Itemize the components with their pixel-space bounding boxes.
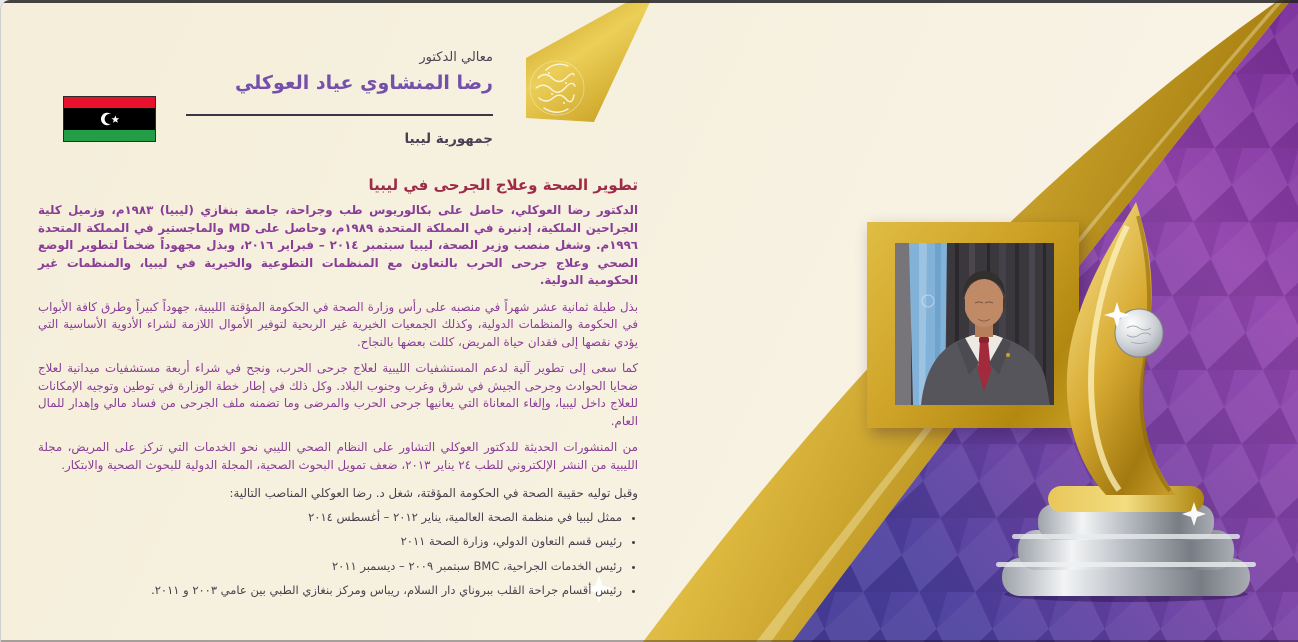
- position-item: • رئيس أقسام جراحة القلب ببروناي دار السلام، ريباس ومركز بنغازي الطبي بين عامي ٢٠٠٣ و ٢٠١١.: [38, 582, 622, 598]
- position-item: • رئيس الخدمات الجراحية، BMC سبتمبر ٢٠٠٩ – ديسمبر ٢٠١١: [38, 558, 622, 574]
- position-item: • ممثل ليبيا في منظمة الصحة العالمية، يناير ٢٠١٢ – أغسطس ٢٠١٤: [38, 509, 622, 525]
- article-title: تطوير الصحة وعلاج الجرحى في ليبيا: [368, 176, 638, 194]
- laureate-name: رضا المنشاوي عياد العوكلي: [234, 72, 493, 94]
- gold-pentagon: [526, 0, 651, 122]
- bio-paragraph: من المنشورات الحديثة للدكتور العوكلي التشاور على النظام الصحي الليبي نحو الخدمات التي تركز على المريض، مجلة الليبية من النشر الإلكتروني للطب ٢٤ يناير ٢٠١٣، ضعف تمويل البحوث الصحية، المجلة الدولية للبحوث الصحية والابتكار.: [38, 440, 638, 472]
- libya-flag: [63, 96, 156, 142]
- window-top-edge: [1, 0, 1298, 3]
- position-item: • رئيس قسم التعاون الدولي، وزارة الصحة ٢٠١١: [38, 533, 622, 549]
- biography-article: [38, 176, 638, 607]
- header-divider: [186, 114, 493, 116]
- calligraphy-seal-panel: [516, 0, 661, 130]
- honorific-title: معالي الدكتور: [419, 50, 493, 65]
- award-trophy-statue: [986, 198, 1266, 602]
- bio-paragraph: الدكتور رضا العوكلي، حاصل على بكالوريوس طب وجراحة، جامعة بنغازي (ليبيا) ١٩٨٣م، وزميل كلية الجراحين الملكية، إدنبرة في المملكة المتحدة ١٩٨٩م، وحاصل على MD والماجستير في المملكة المتحدة ١٩٩٦م. وشغل منصب وزير الصحة، ليبيا سبتمبر ٢٠١٤ – فبراير ٢٠١٦، وبذل مجهوداً ضخماً لتطوير الوضع الصحي وعلاج جرحى الحرب بالتعاون مع المنظمات التطوعية والخيرية في ليبيا، والمنظمات غير الحكومية الدولية.: [38, 203, 638, 287]
- positions-list: [38, 509, 638, 599]
- bio-paragraph: بذل طيلة ثمانية عشر شهراً في منصبه على رأس وزارة الصحة في الحكومة المؤقتة الليبية، جهوداً كبيراً وطرق كافة الأبواب في الحكومة والمنظمات الدولية، وكذلك الجمعيات الخيرية غير الربحية لتوفير الأموال اللازمة لشراء الأدوية الأساسية التي يؤدي نقصها إلى فقدان حياة المريض، كللت بعضها بالنجاح.: [38, 299, 638, 349]
- laureate-header: [186, 50, 493, 94]
- bio-paragraph: كما سعى إلى تطوير آلية لدعم المستشفيات الليبية لعلاج جرحى الحرب، ونجح في شراء أربعة مستشفيات ميدانية لعلاج ضحايا الحوادث وجرحى الجيش في شرق وغرب وجنوب البلاد. وكل ذلك في إطار خطة الوزارة في توطين وتوجيه الإمكانات للعلاج داخل ليبيا، وإلغاء المعاناة التي يعانيها جرحى الحرب والمرضى وما تضمنه ملف الجرحى من فساد مالي وإهدار للمال العام.: [38, 361, 638, 428]
- positions-intro: وقبل توليه حقيبة الصحة في الحكومة المؤقتة، شغل د. رضا العوكلي المناصب التالية:: [229, 486, 638, 500]
- country-label: جمهورية ليبيا: [404, 131, 493, 147]
